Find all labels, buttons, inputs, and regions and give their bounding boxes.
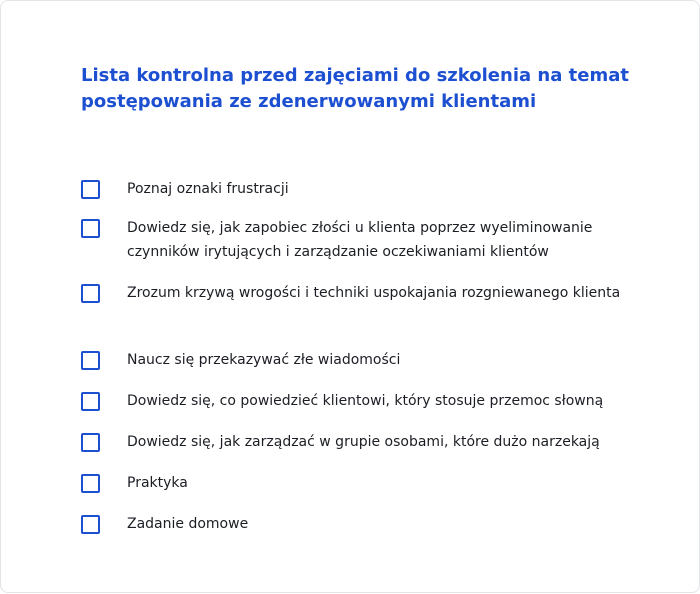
checklist-item-label: Zadanie domowe: [127, 516, 249, 532]
checklist-item-label: Zrozum krzywą wrogości i techniki uspokajania rozgniewanego klienta: [127, 285, 621, 301]
checkbox[interactable]: [81, 392, 100, 411]
checklist-title: Lista kontrolna przed zajęciami do szkolenia na temat postępowania ze zdenerwowanymi klientami: [81, 65, 629, 112]
checklist-item-label: Praktyka: [127, 475, 188, 491]
checkbox[interactable]: [81, 515, 100, 534]
checklist-item-label: Dowiedz się, jak zapobiec złości u klienta poprzez wyeliminowanie czynników irytujących i zarządzanie oczekiwaniami klientów: [127, 220, 593, 260]
checkbox[interactable]: [81, 351, 100, 370]
checkbox[interactable]: [81, 180, 100, 199]
checkbox[interactable]: [81, 474, 100, 493]
checklist-item-label: Naucz się przekazywać złe wiadomości: [127, 352, 401, 368]
checklist-item-label: Dowiedz się, jak zarządzać w grupie osobami, które dużo narzekają: [127, 434, 600, 450]
checkbox[interactable]: [81, 433, 100, 452]
checklist-item-label: Dowiedz się, co powiedzieć klientowi, który stosuje przemoc słowną: [127, 393, 604, 409]
checkbox[interactable]: [81, 284, 100, 303]
checklist-item-label: Poznaj oznaki frustracji: [127, 181, 289, 197]
checklist: [1, 1, 700, 594]
checkbox[interactable]: [81, 219, 100, 238]
